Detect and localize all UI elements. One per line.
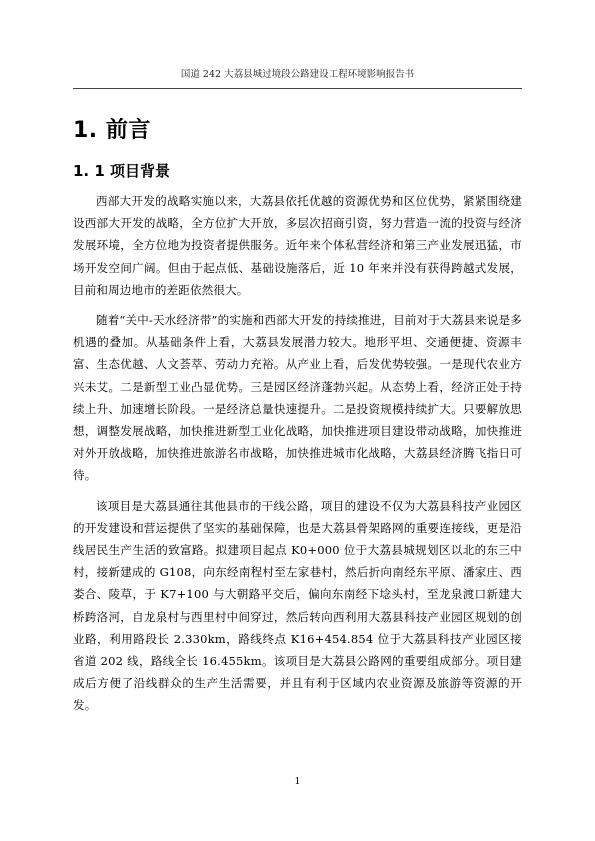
body-text [73,190,522,725]
paragraph: 该项目是大荔县通往其他县市的干线公路，项目的建设不仅为大荔县科技产业园区的开发建设和营运提供了坚实的基础保障，也是大荔县骨架路网的重要连接线，更是沿线居民生产生活的致富路。拟建项目起点 K0+000 位于大荔县城规划区以北的东三中村，接新建成的 G108，向东经南程村至左家巷村，然后折向南经东平原、潘家庄、西娄合、陵草，于 K7+100 与大朝路平交后，偏向东南经下埝头村，至龙泉渡口新建大桥跨洛河，自龙泉村与西里村中间穿过，然后转向西利用大荔县科技产业园区规划的创业路，利用路段长 2.330km，路线终点 K16+454.854 位于大荔县科技产业园区接省道 202 线，路线全长 16.455km。该项目是大荔县公路网的重要组成部分。项目建成后方便了沿线群众的生产生活需要，并且有利于区域内农业资源及旅游等资源的开发。 [73,498,522,713]
page-number: 1 [294,777,301,787]
paragraph: 西部大开发的战略实施以来，大荔县依托优越的资源优势和区位优势，紧紧围绕建设西部大开发的战略，全方位扩大开放，多层次招商引资，努力营造一流的投资与经济发展环境，全方位地为投资者提供服务。近年来个体私营经济和第三产业发展迅猛，市场开发空间广阔。但由于起点低、基础设施落后，近 10 年来并没有获得跨越式发展，目前和周边地市的差距依然很大。 [73,194,522,297]
chapter-title: 1. 前言 [73,118,151,143]
section-title: 1. 1 项目背景 [73,162,171,180]
running-header: 国道 242 大荔县城过境段公路建设工程环境影响报告书 [73,66,522,89]
paragraph: 随着“关中-天水经济带”的实施和西部大开发的持续推进，目前对于大荔县来说是多机遇的叠加。从基础条件上看，大荔县发展潜力较大。地形平坦、交通便捷、资源丰富、生态优越、人文荟萃、劳动力充裕。从产业上看，后发优势较强。一是现代农业方兴未艾。二是新型工业凸显优势。三是园区经济蓬勃兴起。从态势上看，经济正处于持续上升、加速增长阶段。一是经济总量快速提升。二是投资规模持续扩大。只要解放思想，调整发展战略，加快推进新型工业化战略，加快推进项目建设带动战略，加快推进对外开放战略，加快推进旅游名市战略，加快推进城市化战略，大荔县经济腾飞指日可待。 [73,313,522,483]
